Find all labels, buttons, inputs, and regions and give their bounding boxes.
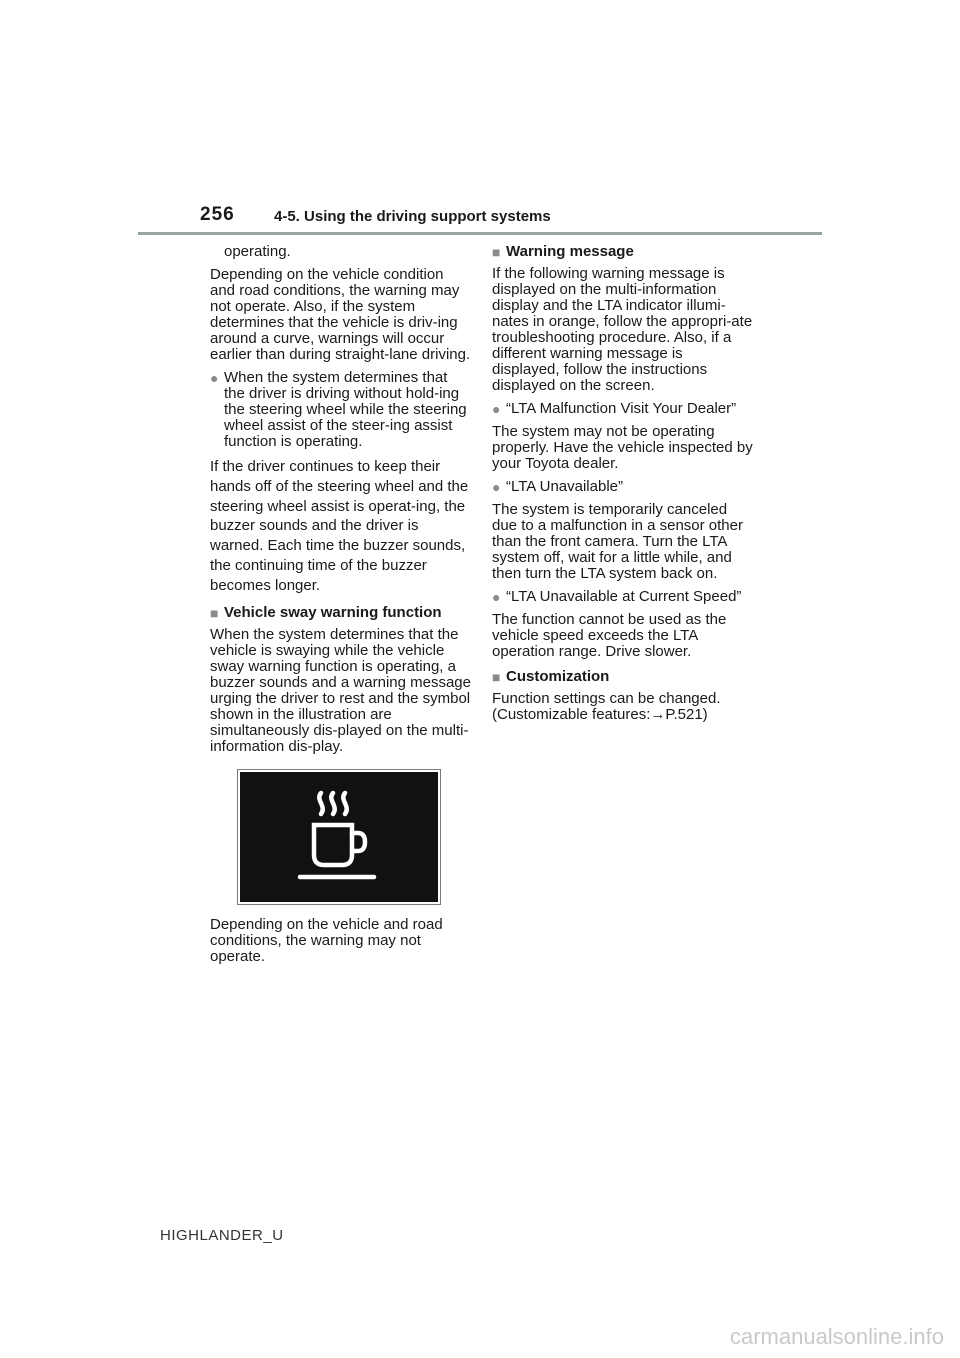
left-column (210, 244, 472, 972)
bullet-text: “LTA Unavailable at Current Speed” (506, 588, 742, 605)
bullet-icon: ● (492, 401, 501, 417)
paragraph: Function settings can be changed. (Customizable features:→P.521) (492, 690, 721, 723)
page-number: 256 (200, 204, 235, 225)
subheading-text: Warning message (506, 243, 634, 260)
subheading-text: Customization (506, 668, 610, 685)
paragraph: The system is temporarily canceled due to a malfunction in a sensor other than the front camera. Turn the LTA system off, wait for a little while, and then turn the LTA system back on. (492, 501, 743, 582)
paragraph: The function cannot be used as the vehicle speed exceeds the LTA operation range. Drive slower. (492, 611, 727, 660)
subheading (492, 669, 754, 685)
paragraph: If the following warning message is displayed on the multi-information display and the LTA indicator illumi-nates in orange, follow the appropri-ate troubleshooting procedure. Also, if a different warning message is displayed, follow the instructions displayed on the screen. (492, 265, 753, 394)
bullet-text: When the system determines that the driver is driving without hold-ing the steering wheel while the steering wheel assist of the steer-ing assist function is operating. (224, 369, 467, 450)
watermark: carmanualsonline.info (729, 1324, 944, 1349)
header-rule (138, 232, 822, 235)
coffee-cup-icon (294, 787, 384, 887)
bullet-icon: ● (492, 479, 501, 495)
bullet-text: “LTA Malfunction Visit Your Dealer” (506, 400, 737, 417)
paragraph: If the driver continues to keep their hands off of the steering wheel and the steering wheel assist is operat-ing, the buzzer sounds and the driver is warned. Each time the buzzer sounds, the continuing time of the buzzer becomes longer. (210, 458, 469, 594)
bullet-icon: ● (210, 370, 219, 386)
bullet-item (210, 370, 472, 450)
bullet-item (492, 401, 754, 417)
paragraph: When the system determines that the vehicle is swaying while the vehicle sway warning function is operating, a buzzer sounds and a warning message urging the driver to rest and the symbol shown in the illustration are simultaneously dis-played on the multi-information dis-play. (210, 625, 471, 755)
subheading (492, 244, 754, 260)
subheading (210, 605, 472, 621)
paragraph: Depending on the vehicle condition and road conditions, the warning may not operate. Also, if the system determines that the vehicle is driv-ing around a curve, warnings will occur earlier than during straight-lane driving. (210, 266, 471, 363)
square-icon: ■ (492, 244, 501, 260)
paragraph: The system may not be operating properly. Have the vehicle inspected by your Toyota dealer. (492, 423, 753, 472)
paragraph: operating. (224, 243, 291, 260)
bullet-item (492, 589, 754, 605)
subheading-text: Vehicle sway warning function (224, 603, 442, 621)
section-title: 4-5. Using the driving support systems (274, 208, 551, 225)
square-icon: ■ (210, 604, 219, 621)
right-column (492, 244, 754, 730)
footer-model: HIGHLANDER_U (160, 1227, 284, 1244)
sway-warning-illustration (237, 769, 441, 905)
bullet-icon: ● (492, 589, 501, 605)
paragraph: Depending on the vehicle and road conditions, the warning may not operate. (210, 915, 443, 965)
bullet-text: “LTA Unavailable” (506, 478, 623, 495)
bullet-item (492, 479, 754, 495)
square-icon: ■ (492, 669, 501, 685)
